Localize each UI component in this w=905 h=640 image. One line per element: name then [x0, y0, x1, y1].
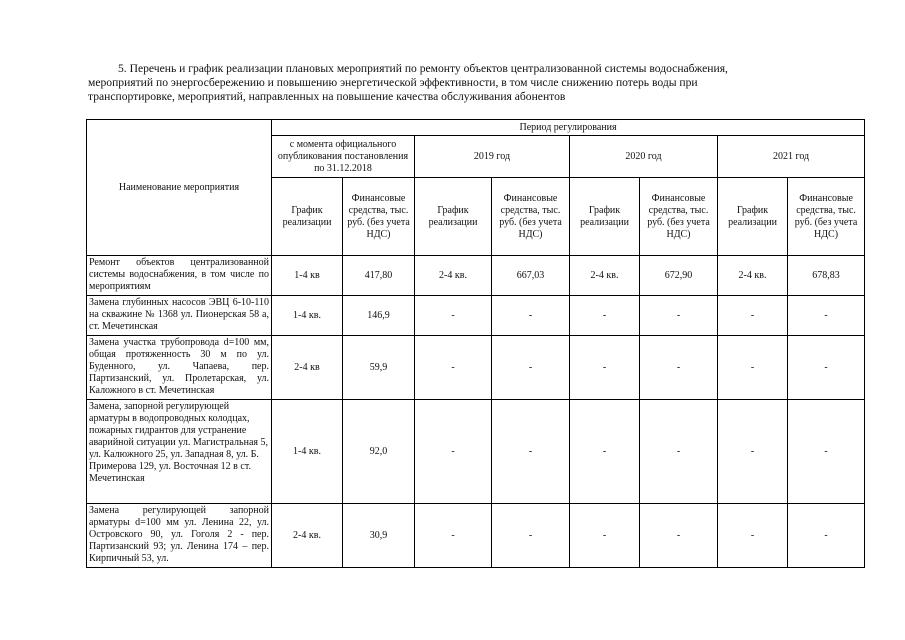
cell-schedule: - — [570, 296, 640, 336]
cell-finance: 146,9 — [343, 296, 415, 336]
header-period-2020: 2020 год — [570, 136, 718, 178]
cell-schedule: 2-4 кв. — [272, 504, 343, 568]
cell-schedule: - — [570, 336, 640, 400]
cell-schedule: - — [718, 336, 788, 400]
cell-finance: - — [788, 336, 865, 400]
cell-schedule: - — [415, 336, 492, 400]
section-heading — [88, 62, 859, 104]
header-finance: Финансовые средства, тыс. руб. (без учета НДС) — [640, 178, 718, 256]
cell-schedule: - — [718, 400, 788, 504]
cell-finance: 59,9 — [343, 336, 415, 400]
header-finance: Финансовые средства, тыс. руб. (без учета НДС) — [343, 178, 415, 256]
cell-schedule: - — [718, 504, 788, 568]
cell-schedule: 1-4 кв — [272, 256, 343, 296]
cell-finance: - — [788, 504, 865, 568]
header-period-2019: 2019 год — [415, 136, 570, 178]
activity-name: Замена участка трубопровода d=100 мм, общая протяженность 30 м по ул. Буденного, ул. Чапаева, пер. Партизанский, ул. Пролетарская, ул. Каложного в ст. Мечетинская — [87, 336, 272, 400]
header-schedule: График реализации — [570, 178, 640, 256]
activities-table — [86, 119, 865, 568]
activity-name: Замена регулирующей запорной арматуры d=100 мм ул. Ленина 22, ул. Островского 90, ул. Гоголя 2 - пер. Партизанский 93; ул. Ленина 174 – пер. Кирпичный 53, ул. — [87, 504, 272, 568]
header-period-initial: с момента официального опубликования постановления по 31.12.2018 — [272, 136, 415, 178]
header-schedule: График реализации — [272, 178, 343, 256]
cell-schedule: - — [415, 296, 492, 336]
activity-name: Ремонт объектов централизованной системы водоснабжения, в том числе по мероприятиям — [87, 256, 272, 296]
cell-schedule: 2-4 кв. — [718, 256, 788, 296]
cell-finance: - — [788, 400, 865, 504]
header-finance: Финансовые средства, тыс. руб. (без учета НДС) — [492, 178, 570, 256]
cell-schedule: 1-4 кв. — [272, 400, 343, 504]
cell-finance: - — [640, 504, 718, 568]
cell-schedule: 2-4 кв — [272, 336, 343, 400]
table-row — [87, 296, 865, 336]
cell-schedule: - — [570, 400, 640, 504]
cell-finance: 92,0 — [343, 400, 415, 504]
table-row — [87, 256, 865, 296]
heading-line: 5. Перечень и график реализации плановых мероприятий по ремонту объектов централизованной системы водоснабжения, — [118, 62, 728, 75]
cell-finance: - — [492, 336, 570, 400]
cell-finance: - — [492, 296, 570, 336]
heading-line: транспортировке, мероприятий, направленных на повышение качества обслуживания абонентов — [88, 90, 566, 103]
cell-finance: - — [640, 296, 718, 336]
header-period-2021: 2021 год — [718, 136, 865, 178]
cell-finance: 417,80 — [343, 256, 415, 296]
activity-name: Замена глубинных насосов ЭВЦ 6-10-110 на скважине № 1368 ул. Пионерская 58 а, ст. Мечетинская — [87, 296, 272, 336]
cell-schedule: - — [415, 400, 492, 504]
cell-finance: - — [788, 296, 865, 336]
cell-finance: 672,90 — [640, 256, 718, 296]
cell-finance: - — [640, 336, 718, 400]
header-schedule: График реализации — [718, 178, 788, 256]
header-finance: Финансовые средства, тыс. руб. (без учета НДС) — [788, 178, 865, 256]
cell-finance: 678,83 — [788, 256, 865, 296]
cell-schedule: - — [718, 296, 788, 336]
heading-line: мероприятий по энергосбережению и повышению энергетической эффективности, в том числе снижению потерь воды при — [88, 76, 698, 89]
cell-finance: 30,9 — [343, 504, 415, 568]
table-row — [87, 336, 865, 400]
cell-schedule: - — [570, 504, 640, 568]
header-activity-name: Наименование мероприятия — [87, 120, 272, 256]
table-row — [87, 504, 865, 568]
activity-name: Замена, запорной регулирующей арматуры в водопроводных колодцах, пожарных гидрантов для устранение аварийной ситуации ул. Магистральная 5, ул. Калюжного 25, ул. Западная 8, ул. Б. Примерова 129, ул. Восточная 12 в ст. Мечетинская — [87, 400, 272, 504]
header-schedule: График реализации — [415, 178, 492, 256]
table-row — [87, 400, 865, 504]
cell-finance: 667,03 — [492, 256, 570, 296]
cell-schedule: 2-4 кв. — [415, 256, 492, 296]
header-period: Период регулирования — [272, 120, 865, 136]
cell-schedule: - — [415, 504, 492, 568]
cell-schedule: 1-4 кв. — [272, 296, 343, 336]
cell-schedule: 2-4 кв. — [570, 256, 640, 296]
cell-finance: - — [492, 400, 570, 504]
cell-finance: - — [640, 400, 718, 504]
cell-finance: - — [492, 504, 570, 568]
